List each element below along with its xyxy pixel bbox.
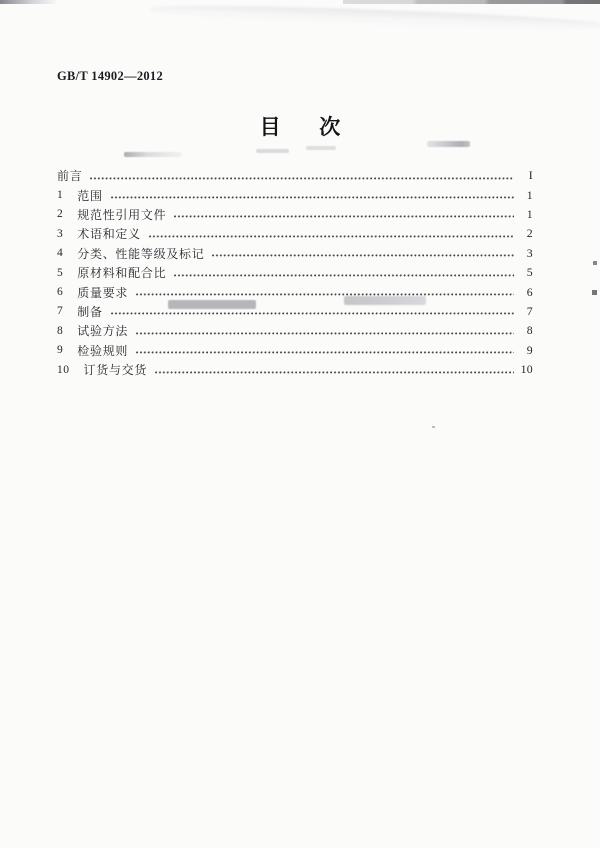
toc-row-label: 制备 [77,304,103,319]
scan-edge-shadow-right [343,0,600,4]
toc-row-label: 检验规则 [77,343,129,358]
scan-smudge [427,141,470,147]
toc-leader-dots-icon [174,274,514,277]
toc-row-number: 10 [57,363,70,376]
toc-row-page: 1 [526,187,533,202]
scan-speck [593,261,597,265]
toc-row-number: 5 [57,266,64,279]
toc-leader-dots-icon [136,332,514,335]
toc-leader-dots-icon [212,254,514,257]
toc-row [57,282,533,301]
toc-leader-dots-icon [111,196,514,199]
toc-row-number: 7 [57,305,64,318]
scan-speck [432,426,435,428]
toc-leader-dots-icon [174,215,514,218]
toc-row-page: I [528,168,533,183]
toc-row-number: 2 [57,208,64,221]
toc-row-page: 7 [526,303,533,318]
toc-leader-dots-icon [111,312,514,315]
toc-row-number: 6 [57,286,64,299]
toc-row-page: 6 [526,284,533,299]
toc-row-label: 术语和定义 [77,227,141,242]
toc-title: 目 次 [259,115,350,139]
toc-row-number: 9 [57,344,64,357]
toc-row-label: 前言 [57,169,83,184]
standard-code: GB/T 14902—2012 [57,69,164,83]
toc-row [57,244,533,263]
toc-row-page: 3 [526,245,533,260]
toc-row-page: 10 [520,362,533,377]
toc-row-page: 5 [526,265,533,280]
toc-row-number: 8 [57,324,64,337]
scan-smudge [256,149,289,153]
toc-row-label: 原材料和配合比 [77,266,167,281]
toc-row-page: 2 [526,226,533,241]
toc-leader-dots-icon [136,351,514,354]
toc-row-label: 分类、性能等级及标记 [77,246,205,261]
toc-row-label: 质量要求 [77,285,129,300]
toc-row [57,321,533,340]
toc-row-page: 8 [526,323,533,338]
scan-smudge [124,152,182,157]
toc-row-page: 9 [526,342,533,357]
toc-row-number: 1 [57,189,64,202]
toc-row [57,263,533,282]
toc-row-label: 范围 [77,188,103,203]
toc-row-page: 1 [526,206,533,221]
toc-leader-dots-icon [149,235,514,238]
toc-row-number: 3 [57,227,64,240]
toc-row [57,341,533,360]
toc-row-label: 订货与交货 [83,363,148,378]
toc-row-number: 4 [57,247,64,260]
toc-leader-dots-icon [155,371,514,374]
scan-smudge [306,146,336,150]
toc-row-label: 试验方法 [77,324,129,339]
toc-row [57,205,533,224]
toc-row-label: 规范性引用文件 [77,207,167,222]
scan-edge-shadow-left [0,0,58,4]
toc-leader-dots-icon [136,293,514,296]
toc-list [57,166,533,379]
toc-row [57,166,533,185]
scan-speck [592,290,597,295]
toc-row [57,185,533,204]
toc-row [57,302,533,321]
toc-row [57,360,533,379]
toc-row [57,224,533,243]
paper-crease [150,2,600,35]
toc-leader-dots-icon [90,177,514,180]
